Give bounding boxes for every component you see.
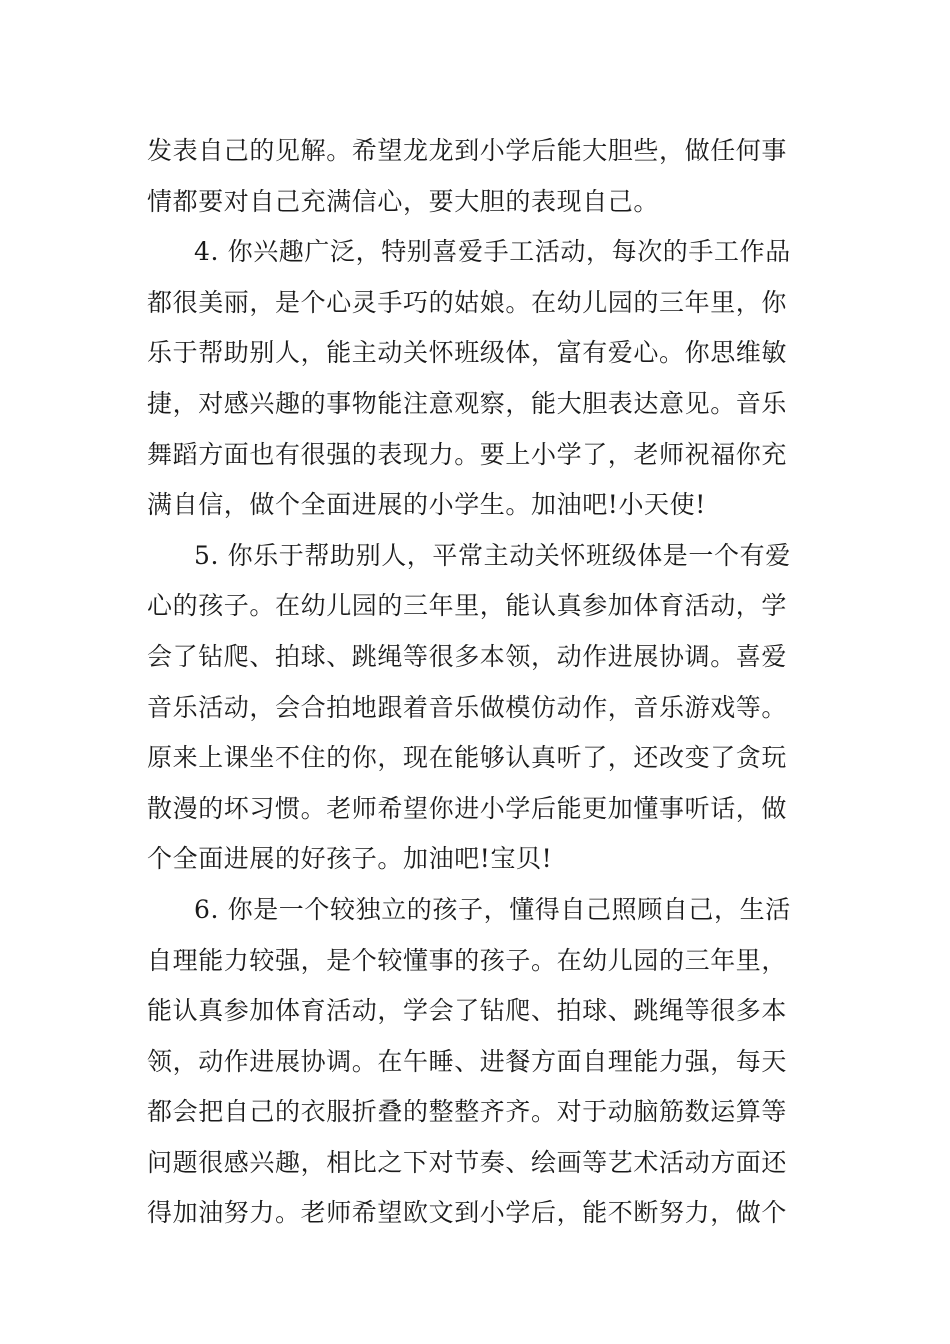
text-line: 满自信，做个全面进展的小学生。加油吧!小天使!	[147, 490, 706, 520]
text-line: 心的孩子。在幼儿园的三年里，能认真参加体育活动，学	[147, 591, 788, 621]
document-body	[147, 126, 807, 1239]
text-line: 都很美丽，是个心灵手巧的姑娘。在幼儿园的三年里，你	[147, 287, 788, 317]
text-line: 会了钻爬、拍球、跳绳等很多本领，动作进展协调。喜爱	[147, 641, 788, 671]
text-line: 发表自己的见解。希望龙龙到小学后能大胆些，做任何事	[147, 136, 788, 165]
text-line: 情都要对自己充满信心，要大胆的表现自己。	[147, 186, 660, 216]
text-line: 捷，对感兴趣的事物能注意观察，能大胆表达意见。音乐	[147, 388, 788, 418]
text-line: 乐于帮助别人，能主动关怀班级体，富有爱心。你思维敏	[147, 338, 788, 368]
paragraph-first-line: 6. 你是一个较独立的孩子，懂得自己照顾自己，生活	[194, 894, 791, 924]
text-line: 散漫的坏习惯。老师希望你进小学后能更加懂事听话，做	[147, 793, 788, 823]
text-line: 领，动作进展协调。在午睡、进餐方面自理能力强，每天	[147, 1046, 788, 1076]
text-line: 个全面进展的好孩子。加油吧!宝贝!	[147, 844, 553, 874]
text-line: 自理能力较强，是个较懂事的孩子。在幼儿园的三年里，	[147, 945, 788, 975]
text-line: 得加油努力。老师希望欧文到小学后，能不断努力，做个	[147, 1198, 788, 1228]
text-line: 音乐活动，会合拍地跟着音乐做模仿动作，音乐游戏等。	[147, 692, 788, 722]
text-line: 舞蹈方面也有很强的表现力。要上小学了，老师祝福你充	[147, 439, 788, 469]
text-line: 能认真参加体育活动，学会了钻爬、拍球、跳绳等很多本	[147, 996, 788, 1026]
text-line: 都会把自己的衣服折叠的整整齐齐。对于动脑筋数运算等	[147, 1097, 788, 1127]
text-line: 问题很感兴趣，相比之下对节奏、绘画等艺术活动方面还	[147, 1147, 788, 1177]
text-line: 原来上课坐不住的你，现在能够认真听了，还改变了贪玩	[147, 743, 788, 773]
paragraph-first-line: 4. 你兴趣广泛，特别喜爱手工活动，每次的手工作品	[194, 237, 791, 267]
paragraph-first-line: 5. 你乐于帮助别人，平常主动关怀班级体是一个有爱	[194, 540, 791, 570]
